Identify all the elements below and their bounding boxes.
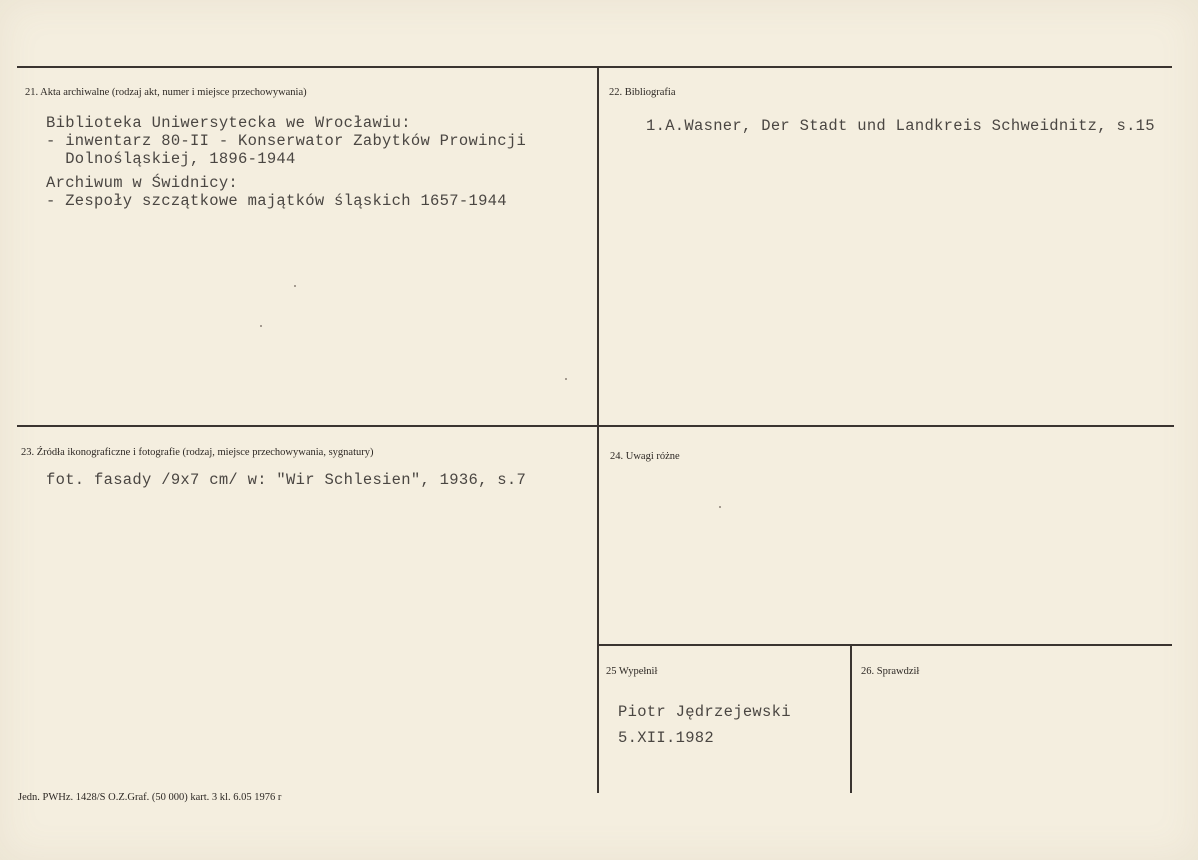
center-divider — [597, 66, 599, 793]
section-21-line: - Zespoły szczątkowe majątków śląskich 1657-1944 — [46, 192, 507, 210]
section-21-line: Biblioteka Uniwersytecka we Wrocławiu: — [46, 114, 411, 132]
top-rule — [17, 66, 1172, 68]
section-22-line: 1.A.Wasner, Der Stadt und Landkreis Schweidnitz, s.15 — [646, 117, 1155, 135]
signature-divider — [850, 646, 852, 793]
filled-date: 5.XII.1982 — [618, 729, 715, 747]
filled-by-name: Piotr Jędrzejewski — [618, 703, 791, 721]
section-22-label: 22. Bibliografia — [609, 87, 676, 98]
section-26-label: 26. Sprawdził — [861, 666, 920, 677]
section-25-label: 25 Wypełnił — [606, 666, 658, 677]
signature-rule — [598, 644, 1172, 646]
print-footer: Jedn. PWHz. 1428/S O.Z.Graf. (50 000) kart. 3 kl. 6.05 1976 r — [18, 792, 282, 803]
paper-speck — [294, 285, 296, 287]
section-21-label: 21. Akta archiwalne (rodzaj akt, numer i miejsce przechowywania) — [25, 87, 307, 98]
paper-speck — [260, 325, 262, 327]
paper-speck — [719, 506, 721, 508]
section-21-line: - inwentarz 80-II - Konserwator Zabytków Prowincji — [46, 132, 527, 150]
paper-speck — [565, 378, 567, 380]
section-21-line: Archiwum w Świdnicy: — [46, 174, 239, 192]
middle-rule — [17, 425, 1174, 427]
section-23-line: fot. fasady /9x7 cm/ w: "Wir Schlesien", 1936, s.7 — [46, 471, 527, 489]
section-21-line: Dolnośląskiej, 1896-1944 — [46, 150, 296, 168]
section-24-label: 24. Uwagi różne — [610, 451, 680, 462]
section-23-label: 23. Źródła ikonograficzne i fotografie (rodzaj, miejsce przechowywania, sygnatury) — [21, 447, 374, 458]
